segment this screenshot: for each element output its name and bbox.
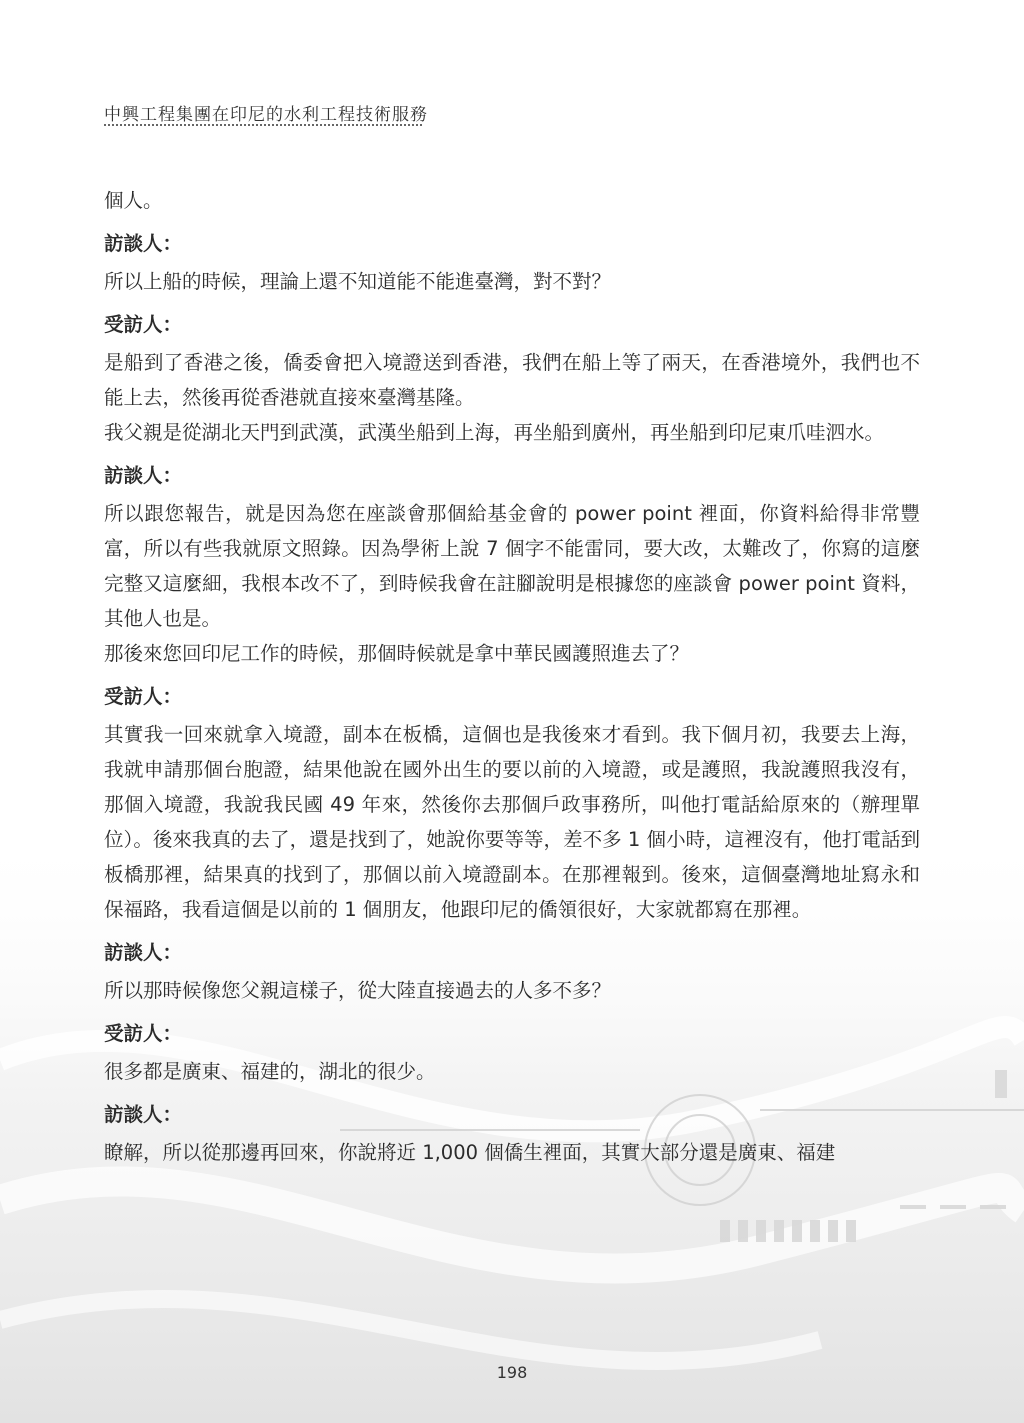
transcript-paragraph: 所以那時候像您父親這樣子，從大陸直接過去的人多不多？ [104, 979, 612, 1002]
header-divider [104, 124, 422, 126]
speaker-label: 訪談人： [104, 941, 183, 964]
transcript-paragraph: 其實我一回來就拿入境證，副本在板橋，這個也是我後來才看到。我下個月初，我要去上海，我就申請那個台胞證，結果他說在國外出生的要以前的入境證，或是護照，我說護照我沒有，那個入境證，我說我民國 49 年來，然後你去那個戶政事務所，叫他打電話給原來的（辦理單位）。後來我真的去了，還是找到了，她說你要等等，差不多 1 個小時，這裡沒有，他打電話到板橋那裡，結果真的找到了，那個以前入境證副本。在那裡報到。後來，這個臺灣地址寫永和保福路，我看這個是以前的 1 個朋友，他跟印尼的僑領很好，大家就都寫在那裡。 [104, 723, 920, 921]
speaker-label: 受訪人： [104, 1022, 183, 1045]
transcript-paragraph: 很多都是廣東、福建的，湖北的很少。 [104, 1060, 436, 1083]
speaker-label: 訪談人： [104, 232, 183, 255]
interview-transcript [104, 183, 920, 1170]
transcript-paragraph: 所以跟您報告，就是因為您在座談會那個給基金會的 power point 裡面，你資料給得非常豐富，所以有些我就原文照錄。因為學術上說 7 個字不能雷同，要大改，太難改了，你寫的這麼完整又這麼細，我根本改不了，到時候我會在註腳說明是根據您的座談會 power point 資料，其他人也是。 [104, 502, 920, 630]
speaker-label: 訪談人： [104, 1103, 183, 1126]
running-header: 中興工程集團在印尼的水利工程技術服務 [104, 105, 428, 125]
transcript-paragraph: 那後來您回印尼工作的時候，那個時候就是拿中華民國護照進去了？ [104, 642, 690, 665]
transcript-paragraph: 個人。 [104, 189, 163, 212]
speaker-label: 受訪人： [104, 685, 183, 708]
transcript-paragraph: 是船到了香港之後，僑委會把入境證送到香港，我們在船上等了兩天，在香港境外，我們也不能上去，然後再從香港就直接來臺灣基隆。 [104, 351, 920, 409]
transcript-paragraph: 所以上船的時候，理論上還不知道能不能進臺灣，對不對？ [104, 270, 612, 293]
transcript-paragraph: 瞭解，所以從那邊再回來，你說將近 1,000 個僑生裡面，其實大部分還是廣東、福建 [104, 1141, 836, 1164]
transcript-paragraph: 我父親是從湖北天門到武漢，武漢坐船到上海，再坐船到廣州，再坐船到印尼東爪哇泗水。 [104, 421, 885, 444]
speaker-label: 訪談人： [104, 464, 183, 487]
page-number: 198 [496, 1363, 528, 1382]
speaker-label: 受訪人： [104, 313, 183, 336]
